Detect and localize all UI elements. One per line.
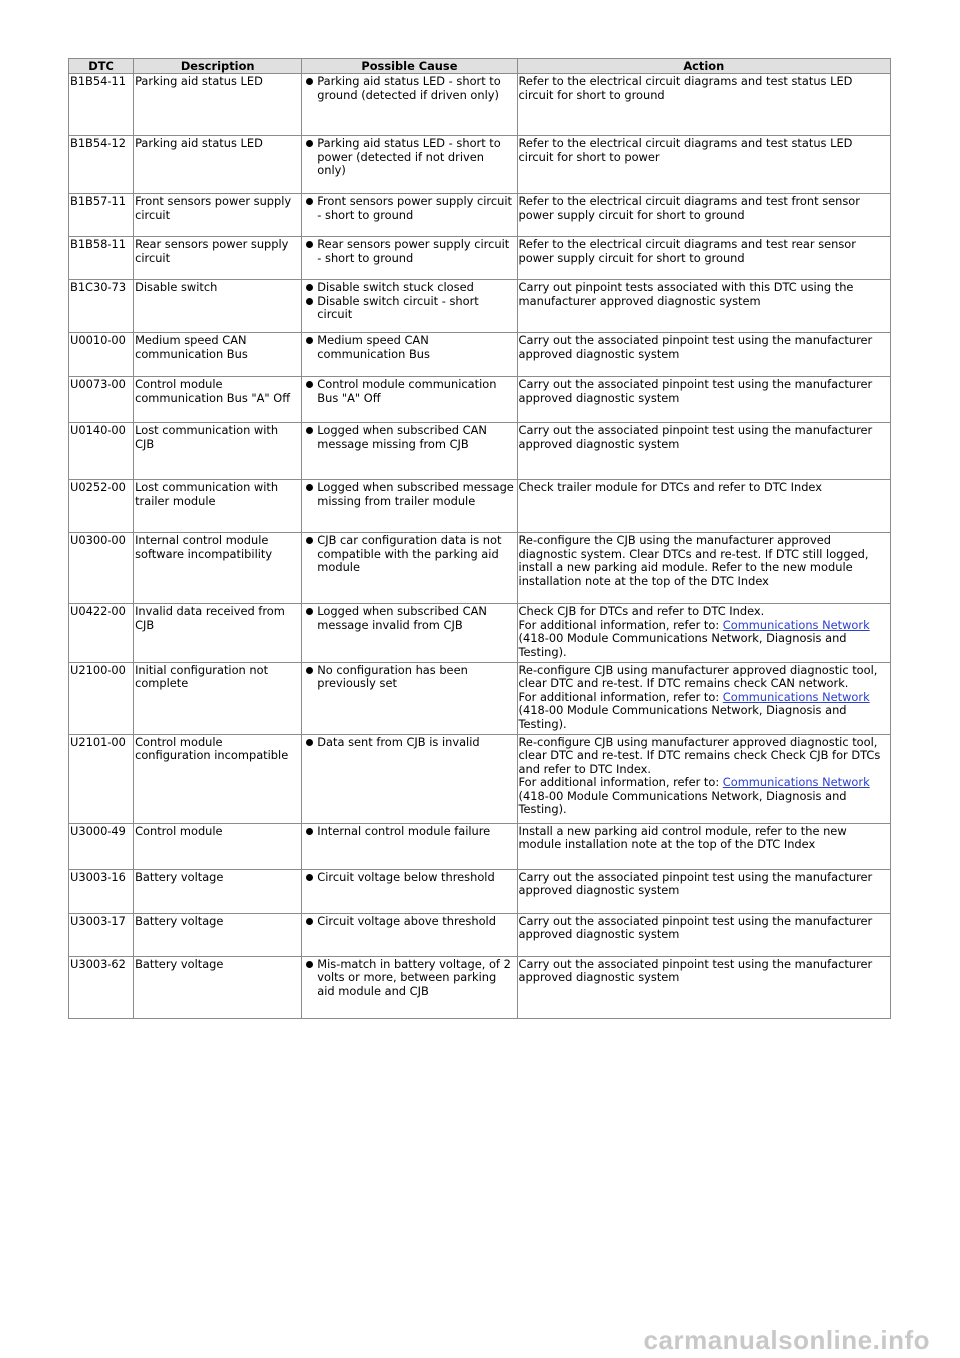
action-text [517,914,890,957]
cause-list [303,195,515,222]
table-row [69,604,891,663]
cause-item: Rear sensors power supply circuit - short to ground [303,238,515,265]
cause-list [303,378,515,405]
communications-network-link[interactable]: Communications Network [722,775,870,790]
cause-list [303,605,515,632]
table-row [69,533,891,604]
table-row [69,870,891,914]
table-row [69,194,891,237]
action-line [519,137,889,164]
cause-item: Front sensors power supply circuit - short to ground [303,195,515,222]
action-line [519,334,889,361]
header-description: Description [134,59,302,74]
possible-cause [302,74,517,136]
action-line [519,605,889,618]
table-row [69,480,891,533]
action-line [519,424,889,451]
action-line-text: Carry out the associated pinpoint test using the manufacturer approved diagnostic system [518,914,873,942]
action-line [519,534,889,588]
possible-cause [302,237,517,280]
table-row [69,74,891,136]
action-line [519,664,889,691]
dtc-description: Lost communication with trailer module [134,480,302,533]
dtc-description: Battery voltage [134,914,302,957]
possible-cause [302,870,517,914]
dtc-code: U0252-00 [69,480,134,533]
action-line [519,481,889,494]
communications-network-link[interactable]: Communications Network [722,689,870,704]
possible-cause [302,377,517,423]
possible-cause [302,136,517,194]
possible-cause [302,914,517,957]
possible-cause [302,957,517,1019]
cause-list [303,736,515,749]
dtc-code: U3003-16 [69,870,134,914]
dtc-code: U0073-00 [69,377,134,423]
dtc-code: B1B57-11 [69,194,134,237]
dtc-code: U2100-00 [69,663,134,735]
action-line-text: Carry out the associated pinpoint test using the manufacturer approved diagnostic system [518,377,873,405]
cause-list [303,825,515,838]
action-line-text: Refer to the electrical circuit diagrams and test front sensor power supply circuit for short to ground [518,194,860,222]
action-line-text: Refer to the electrical circuit diagrams and test rear sensor power supply circuit for short to ground [518,237,856,265]
action-line-text: Carry out the associated pinpoint test using the manufacturer approved diagnostic system [518,870,873,898]
table-row [69,377,891,423]
cause-item: Disable switch stuck closed [303,281,515,294]
watermark: carmanualsonline.info [643,1325,930,1355]
cause-item: Circuit voltage below threshold [303,871,515,884]
dtc-code: U0140-00 [69,423,134,480]
action-line [519,915,889,942]
dtc-description: Control module [134,824,302,870]
dtc-description: Lost communication with CJB [134,423,302,480]
action-line-after: (418-00 Module Communications Network, Diagnosis and Testing). [518,631,847,659]
cause-list [303,915,515,928]
header-action: Action [517,59,890,74]
cause-list [303,334,515,361]
table-row [69,914,891,957]
dtc-description: Disable switch [134,280,302,333]
action-line-after: (418-00 Module Communications Network, Diagnosis and Testing). [518,788,847,817]
cause-item: Control module communication Bus "A" Off [303,378,515,405]
dtc-description: Battery voltage [134,870,302,914]
action-line [519,195,889,222]
cause-item: Parking aid status LED - short to power (detected if not driven only) [303,137,515,177]
dtc-description: Front sensors power supply circuit [134,194,302,237]
dtc-description: Control module communication Bus "A" Off [134,377,302,423]
dtc-code: U3003-62 [69,957,134,1019]
dtc-code: U3000-49 [69,824,134,870]
table-row [69,333,891,377]
action-text [517,870,890,914]
action-text [517,533,890,604]
action-line-text: Carry out pinpoint tests associated with this DTC using the manufacturer approved diagnostic system [518,280,854,308]
action-line-after: (418-00 Module Communications Network, Diagnosis and Testing). [518,703,847,731]
cause-item: No configuration has been previously set [303,664,515,691]
action-line [519,871,889,898]
table-row [69,423,891,480]
cause-list [303,238,515,265]
dtc-description: Parking aid status LED [134,136,302,194]
dtc-description: Medium speed CAN communication Bus [134,333,302,377]
table-row [69,663,891,735]
action-text [517,604,890,663]
possible-cause [302,735,517,824]
action-line [519,378,889,405]
possible-cause [302,533,517,604]
header-possible-cause: Possible Cause [302,59,517,74]
table-row [69,136,891,194]
action-line-text: Refer to the electrical circuit diagrams and test status LED circuit for short to ground [518,74,853,102]
action-text [517,136,890,194]
action-text [517,423,890,480]
action-text [517,824,890,870]
possible-cause [302,194,517,237]
possible-cause [302,280,517,333]
action-line-text: Re-configure CJB using manufacturer approved diagnostic tool, clear DTC and re-test. If DTC remains check Check CJB for DTCs and refer to DTC Index. [518,735,881,776]
possible-cause [302,423,517,480]
action-line-text: Install a new parking aid control module, refer to the new module installation note at the top of the DTC Index [518,824,847,852]
dtc-description: Initial configuration not complete [134,663,302,735]
cause-item: Logged when subscribed CAN message invalid from CJB [303,605,515,632]
cause-item: Mis-match in battery voltage, of 2 volts or more, between parking aid module and CJB [303,958,515,998]
action-line-text: Carry out the associated pinpoint test using the manufacturer approved diagnostic system [518,957,873,985]
action-line-text: For additional information, refer to: [518,617,723,632]
table-row [69,280,891,333]
dtc-description: Parking aid status LED [134,74,302,136]
action-line-text: For additional information, refer to: [518,775,723,790]
action-line [519,75,889,102]
action-line [519,825,889,852]
cause-item: CJB car configuration data is not compatible with the parking aid module [303,534,515,574]
action-line-text: For additional information, refer to: [518,689,723,704]
dtc-code: U0422-00 [69,604,134,663]
table-row [69,824,891,870]
cause-list [303,75,515,102]
action-text [517,194,890,237]
action-line [519,776,889,816]
cause-item: Logged when subscribed CAN message missing from CJB [303,424,515,451]
dtc-table [68,58,891,1019]
action-line [519,281,889,308]
action-text [517,663,890,735]
cause-list [303,424,515,451]
possible-cause [302,604,517,663]
action-line-text: Check trailer module for DTCs and refer to DTC Index [518,480,822,495]
cause-list [303,958,515,998]
dtc-description: Invalid data received from CJB [134,604,302,663]
table-row [69,237,891,280]
dtc-code: B1C30-73 [69,280,134,333]
action-line [519,958,889,985]
possible-cause [302,333,517,377]
dtc-code: U3003-17 [69,914,134,957]
cause-list [303,137,515,177]
cause-item: Parking aid status LED - short to ground (detected if driven only) [303,75,515,102]
action-line [519,619,889,659]
action-line-text: Refer to the electrical circuit diagrams and test status LED circuit for short to power [518,136,853,164]
header-dtc: DTC [69,59,134,74]
action-text [517,735,890,824]
table-row [69,957,891,1019]
action-line [519,238,889,265]
action-text [517,957,890,1019]
dtc-description: Control module configuration incompatible [134,735,302,824]
table-body [69,74,891,1019]
possible-cause [302,663,517,735]
cause-item: Logged when subscribed message missing from trailer module [303,481,515,508]
dtc-description: Internal control module software incompatibility [134,533,302,604]
dtc-description: Battery voltage [134,957,302,1019]
table-row [69,735,891,824]
action-text [517,74,890,136]
cause-list [303,481,515,508]
communications-network-link[interactable]: Communications Network [722,617,870,632]
cause-item: Data sent from CJB is invalid [303,736,515,749]
action-line-text: Carry out the associated pinpoint test using the manufacturer approved diagnostic system [518,333,873,361]
table-header-row [69,59,891,74]
possible-cause [302,480,517,533]
dtc-code: B1B54-11 [69,74,134,136]
dtc-code: U0300-00 [69,533,134,604]
action-line-text: Check CJB for DTCs and refer to DTC Index. [518,604,765,619]
action-text [517,377,890,423]
action-line-text: Carry out the associated pinpoint test using the manufacturer approved diagnostic system [518,423,873,451]
dtc-description: Rear sensors power supply circuit [134,237,302,280]
dtc-code: B1B58-11 [69,237,134,280]
action-line-text: Re-configure CJB using manufacturer approved diagnostic tool, clear DTC and re-test. If DTC remains check CAN network. [518,663,878,691]
cause-item: Medium speed CAN communication Bus [303,334,515,361]
possible-cause [302,824,517,870]
cause-item: Disable switch circuit - short circuit [303,295,515,322]
action-line-text: Re-configure the CJB using the manufacturer approved diagnostic system. Clear DTCs and re-test. If DTC still logged, install a new parking aid module. Refer to the new module installation note at the top of the DTC Index [518,533,869,588]
dtc-code: U2101-00 [69,735,134,824]
action-text [517,480,890,533]
cause-item: Internal control module failure [303,825,515,838]
cause-list [303,281,515,321]
action-text [517,280,890,333]
dtc-code: B1B54-12 [69,136,134,194]
cause-list [303,664,515,691]
dtc-code: U0010-00 [69,333,134,377]
cause-list [303,534,515,574]
action-text [517,237,890,280]
action-text [517,333,890,377]
action-line [519,691,889,731]
action-line [519,736,889,776]
cause-item: Circuit voltage above threshold [303,915,515,928]
cause-list [303,871,515,884]
